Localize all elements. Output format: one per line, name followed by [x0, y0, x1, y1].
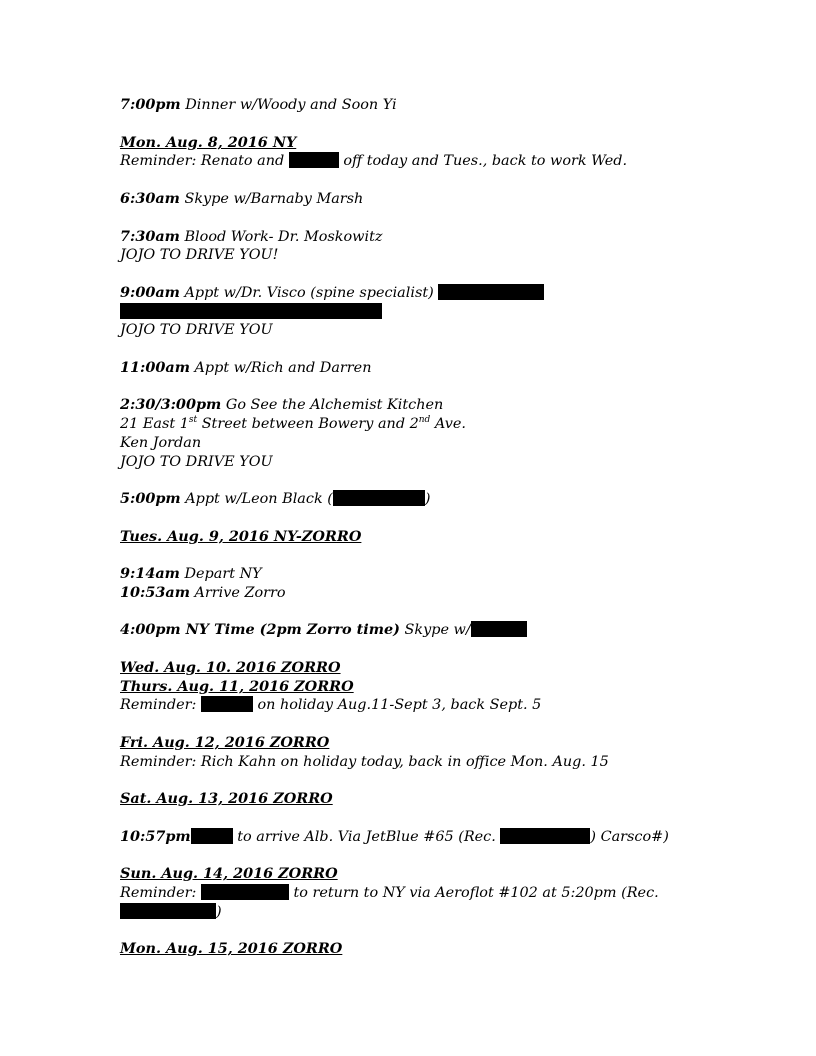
redaction-box: [471, 621, 527, 637]
redacted-line: [120, 303, 382, 321]
driver-note: JOJO TO DRIVE YOU: [120, 322, 273, 338]
reminder-return-ny-cont: ): [120, 903, 222, 921]
entry-text: Blood Work- Dr. Moskowitz: [179, 229, 383, 245]
entry-time: 4:00pm NY Time (2pm Zorro time): [120, 621, 400, 638]
entry-visco: [120, 284, 544, 302]
entry-text: Appt w/Dr. Visco (spine specialist): [179, 285, 439, 301]
reminder-renato: Reminder: Renato and off today and Tues., back to work Wed.: [120, 153, 628, 169]
entry-blood-work: [120, 228, 382, 246]
entry-time: 11:00am: [120, 359, 190, 376]
entry-time: 6:30am: [120, 190, 180, 207]
redaction-box: [438, 284, 544, 300]
entry-text: Depart NY: [179, 566, 262, 582]
entry-time: 7:00pm: [120, 96, 181, 113]
redaction-box: [201, 884, 289, 900]
entry-arrive-alb: 10:57pm to arrive Alb. Via JetBlue #65 (Rec. ) Carsco#): [120, 828, 669, 845]
reminder-holiday: Reminder: on holiday Aug.11-Sept 3, back Sept. 5: [120, 697, 542, 713]
entry-skype-ny-time: [120, 621, 527, 639]
date-heading-aug-11: Thurs. Aug. 11, 2016 ZORRO: [120, 678, 354, 695]
redaction-box: [120, 303, 382, 319]
date-heading-aug-12: Fri. Aug. 12, 2016 ZORRO: [120, 734, 330, 751]
entry-dinner: [120, 96, 397, 114]
entry-text: Arrive Zorro: [189, 585, 286, 601]
redaction-box: [289, 152, 339, 168]
date-heading-aug-8: Mon. Aug. 8, 2016 NY: [120, 134, 297, 151]
entry-time: 9:00am: [120, 284, 180, 301]
date-heading-aug-13: Sat. Aug. 13, 2016 ZORRO: [120, 790, 333, 807]
entry-text: Appt w/Rich and Darren: [189, 360, 372, 376]
entry-rich-darren: [120, 359, 371, 377]
entry-text: Skype w/: [399, 622, 471, 638]
entry-leon-black: 5:00pm Appt w/Leon Black ( ): [120, 490, 431, 507]
contact-name: Ken Jordan: [120, 435, 202, 451]
entry-text: Appt w/Leon Black (: [180, 491, 333, 507]
entry-time: 10:53am: [120, 584, 190, 601]
date-heading-aug-9: Tues. Aug. 9, 2016 NY-ZORRO: [120, 528, 362, 545]
entry-time: 10:57pm: [120, 828, 191, 845]
entry-text: Dinner w/Woody and Soon Yi: [180, 97, 397, 113]
entry-time: 5:00pm: [120, 490, 181, 507]
entry-time: 7:30am: [120, 228, 180, 245]
driver-note: JOJO TO DRIVE YOU: [120, 454, 273, 470]
entry-time: 2:30/3:00pm: [120, 396, 222, 413]
date-heading-aug-10: Wed. Aug. 10. 2016 ZORRO: [120, 659, 341, 676]
driver-note: JOJO TO DRIVE YOU!: [120, 247, 279, 263]
entry-skype-marsh: [120, 190, 363, 208]
redaction-box: [191, 828, 233, 844]
entry-depart-ny: [120, 565, 262, 583]
entry-time: 9:14am: [120, 565, 180, 582]
redaction-box: [120, 903, 216, 919]
entry-text: Skype w/Barnaby Marsh: [179, 191, 364, 207]
date-heading-aug-15: Mon. Aug. 15, 2016 ZORRO: [120, 940, 343, 957]
entry-alchemist: [120, 396, 443, 414]
entry-text: Go See the Alchemist Kitchen: [221, 397, 444, 413]
redaction-box: [201, 696, 253, 712]
entry-arrive-zorro: [120, 584, 286, 602]
redaction-box: [500, 828, 590, 844]
date-heading-aug-14: Sun. Aug. 14, 2016 ZORRO: [120, 865, 338, 882]
redaction-box: [333, 490, 425, 506]
reminder-rich-kahn: Reminder: Rich Kahn on holiday today, back in office Mon. Aug. 15: [120, 754, 609, 770]
address-line: 21 East 1st Street between Bowery and 2nd Ave.: [120, 415, 466, 432]
reminder-return-ny: Reminder: to return to NY via Aeroflot #102 at 5:20pm (Rec.: [120, 885, 659, 901]
